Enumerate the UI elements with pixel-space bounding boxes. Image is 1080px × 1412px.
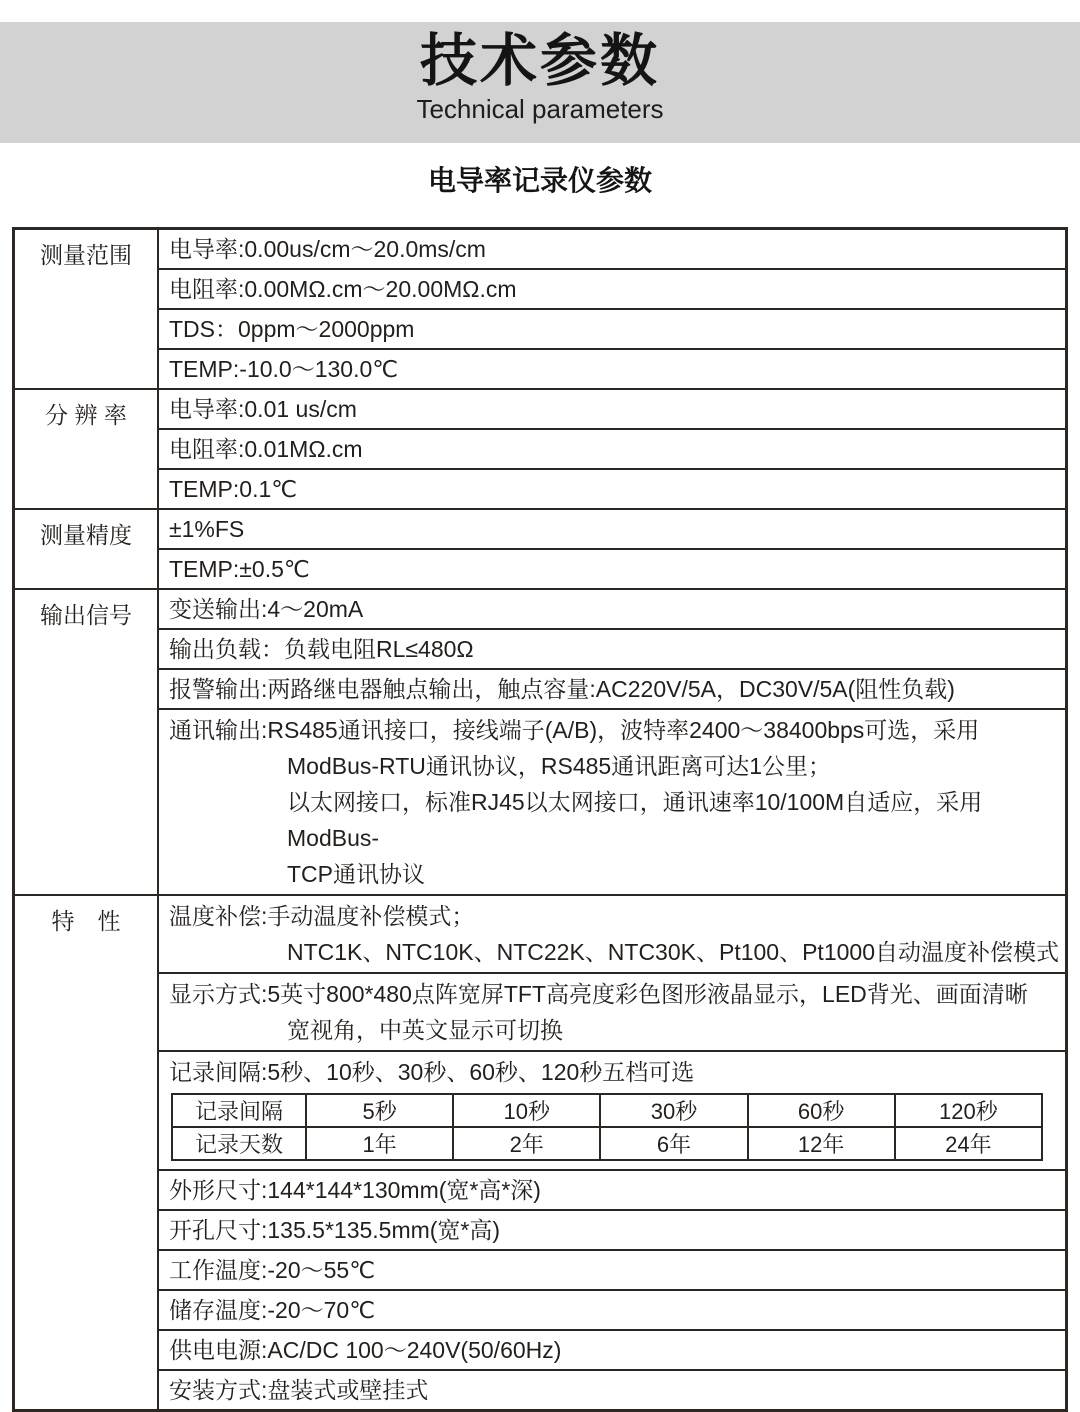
spec-cell-communication xyxy=(159,710,1065,894)
spec-line: 电导率:0.00us/cm～20.0ms/cm xyxy=(169,236,486,262)
spec-line: 工作温度:-20～55℃ xyxy=(169,1257,376,1283)
section-output-signal xyxy=(15,588,1065,894)
record-table-days-row xyxy=(172,1127,1042,1160)
spec-line: TEMP:±0.5℃ xyxy=(169,556,310,582)
record-table-cell: 30秒 xyxy=(600,1094,747,1127)
spec-line: TCP通讯协议 xyxy=(287,861,425,887)
spec-cell xyxy=(159,310,1065,350)
spec-line: ModBus-RTU通讯协议，RS485通讯距离可达1公里； xyxy=(287,753,832,779)
section-rows xyxy=(159,230,1065,388)
spec-line: TEMP:0.1℃ xyxy=(169,476,298,502)
spec-cell xyxy=(159,390,1065,430)
section-measure-range xyxy=(15,230,1065,388)
record-table-cell: 6年 xyxy=(600,1127,747,1160)
spec-cell xyxy=(159,1331,1065,1371)
spec-line: 报警输出:两路继电器触点输出，触点容量:AC220V/5A，DC30V/5A(阻性负载) xyxy=(169,676,955,702)
spec-line: TEMP:-10.0～130.0℃ xyxy=(169,356,399,382)
record-table-cell: 24年 xyxy=(895,1127,1042,1160)
spec-line: 温度补偿:手动温度补偿模式； xyxy=(169,903,475,929)
spec-line: ±1%FS xyxy=(169,516,245,542)
record-table-cell: 记录天数 xyxy=(172,1127,306,1160)
record-table-cell: 12年 xyxy=(748,1127,895,1160)
spec-cell xyxy=(159,1371,1065,1409)
record-table-cell: 1年 xyxy=(306,1127,453,1160)
section-rows xyxy=(159,590,1065,894)
spec-line: 电阻率:0.01MΩ.cm xyxy=(169,436,363,462)
spec-line: 变送输出:4～20mA xyxy=(169,596,364,622)
section-label: 输出信号 xyxy=(15,590,159,894)
spec-line: 宽视角，中英文显示可切换 xyxy=(287,1017,563,1043)
record-table-cell: 10秒 xyxy=(453,1094,600,1127)
spec-cell xyxy=(159,1291,1065,1331)
spec-cell xyxy=(159,470,1065,508)
spec-line: 电导率:0.01 us/cm xyxy=(169,396,357,422)
spec-cell xyxy=(159,430,1065,470)
spec-line: 电阻率:0.00MΩ.cm～20.00MΩ.cm xyxy=(169,276,517,302)
spec-line: 储存温度:-20～70℃ xyxy=(169,1297,376,1323)
spec-cell xyxy=(159,630,1065,670)
section-label: 分 辨 率 xyxy=(15,390,159,508)
spec-line: 供电电源:AC/DC 100～240V(50/60Hz) xyxy=(169,1337,562,1363)
section-label: 测量范围 xyxy=(15,230,159,388)
record-table-cell: 记录间隔 xyxy=(172,1094,306,1127)
product-params-title: 电导率记录仪参数 xyxy=(427,165,652,196)
section-accuracy xyxy=(15,508,1065,588)
spec-cell-record-interval xyxy=(159,1052,1065,1171)
record-interval-table xyxy=(171,1093,1043,1161)
spec-line: 以太网接口，标准RJ45以太网接口，通讯速率10/100M自适应，采用ModBus- xyxy=(287,789,983,851)
spec-line: TDS：0ppm～2000ppm xyxy=(169,316,415,342)
record-table-cell: 120秒 xyxy=(895,1094,1042,1127)
spec-line: 显示方式:5英寸800*480点阵宽屏TFT高亮度彩色图形液晶显示，LED背光、画面清晰 xyxy=(169,981,1028,1007)
spec-line: 开孔尺寸:135.5*135.5mm(宽*高) xyxy=(169,1217,501,1243)
spec-table xyxy=(12,227,1068,1412)
spec-cell-temp-compensation xyxy=(159,896,1065,974)
spec-cell-display-mode xyxy=(159,974,1065,1052)
spec-line: 通讯输出:RS485通讯接口，接线端子(A/B)，波特率2400～38400bps可选，采用 xyxy=(169,717,980,743)
spec-cell xyxy=(159,670,1065,710)
spec-line: 输出负载：负载电阻RL≤480Ω xyxy=(169,636,474,662)
section-rows xyxy=(159,390,1065,508)
spec-line: 外形尺寸:144*144*130mm(宽*高*深) xyxy=(169,1177,541,1203)
spec-line: 安装方式:盘装式或壁挂式 xyxy=(169,1377,429,1403)
page-header xyxy=(0,22,1080,143)
spec-cell xyxy=(159,590,1065,630)
spec-line: 记录间隔:5秒、10秒、30秒、60秒、120秒五档可选 xyxy=(169,1059,695,1085)
section-label: 测量精度 xyxy=(15,510,159,588)
spec-cell xyxy=(159,350,1065,388)
spec-cell xyxy=(159,550,1065,588)
page-subtitle: Technical parameters xyxy=(416,94,664,124)
record-table-cell: 2年 xyxy=(453,1127,600,1160)
record-table-cell: 60秒 xyxy=(748,1094,895,1127)
section-rows xyxy=(159,510,1065,588)
spec-cell xyxy=(159,510,1065,550)
section-features xyxy=(15,894,1065,1409)
page-title: 技术参数 xyxy=(420,29,660,93)
section-resolution xyxy=(15,388,1065,508)
spec-cell xyxy=(159,1251,1065,1291)
record-table-interval-row xyxy=(172,1094,1042,1127)
section-rows xyxy=(159,896,1065,1409)
spec-cell xyxy=(159,270,1065,310)
spec-line: NTC1K、NTC10K、NTC22K、NTC30K、Pt100、Pt1000自动温度补偿模式 xyxy=(287,939,1059,965)
spec-cell xyxy=(159,1171,1065,1211)
record-table-cell: 5秒 xyxy=(306,1094,453,1127)
spec-cell xyxy=(159,230,1065,270)
spec-cell xyxy=(159,1211,1065,1251)
section-label: 特 性 xyxy=(15,896,159,1409)
